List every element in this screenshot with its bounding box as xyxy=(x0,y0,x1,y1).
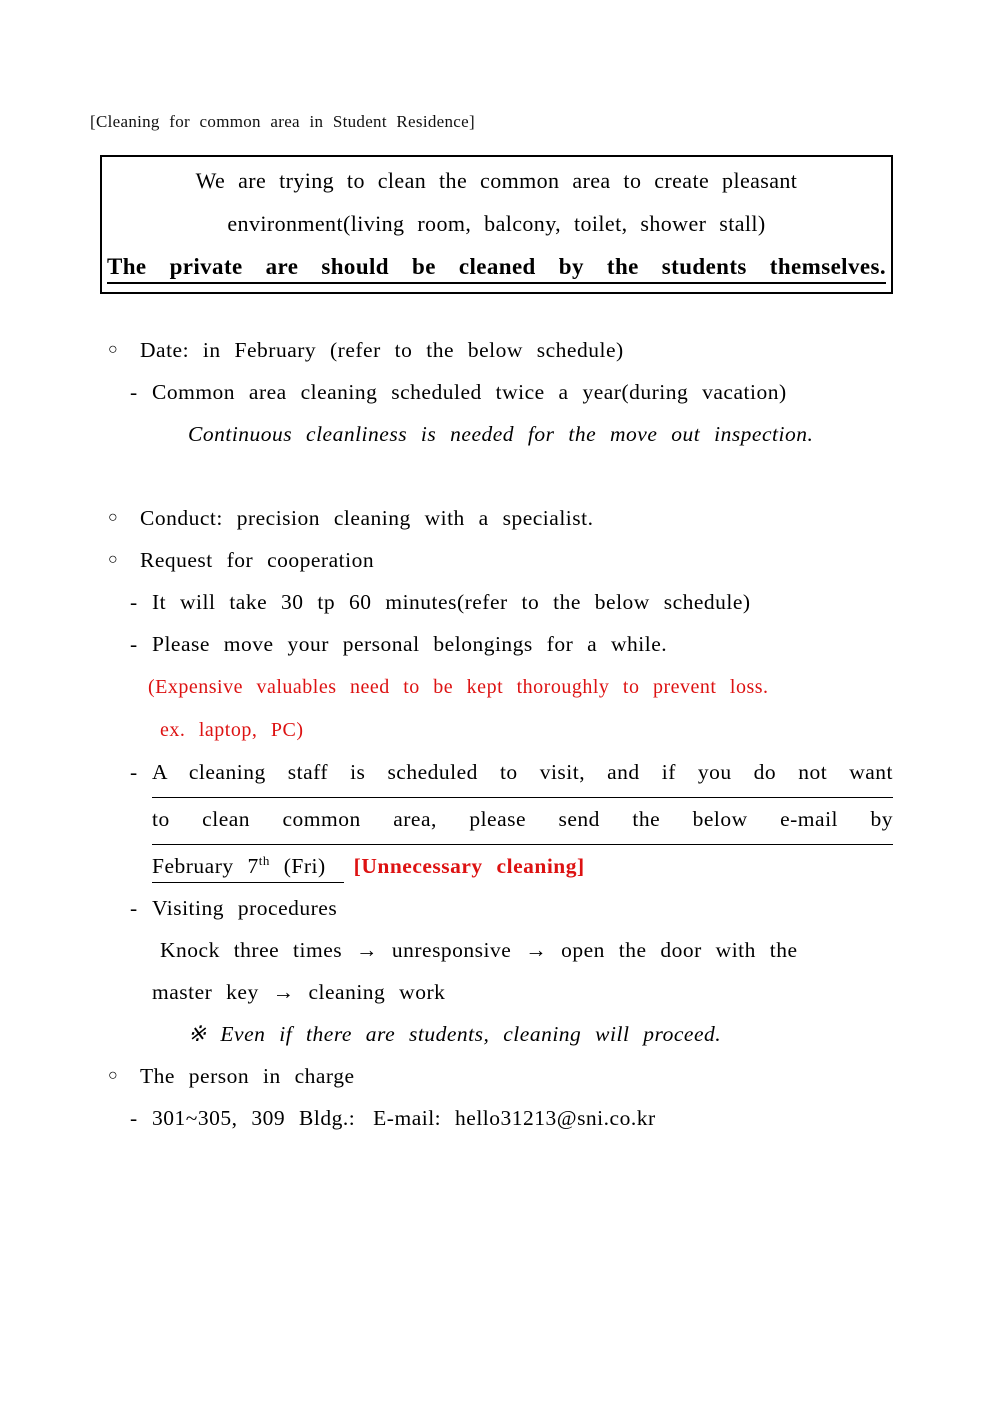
date-note: Continuous cleanliness is needed for the move out inspection. xyxy=(188,422,814,446)
dash-bullet-icon: - xyxy=(130,590,138,614)
circle-bullet-icon: ○ xyxy=(108,509,119,526)
contact-email: E-mail: hello31213@sni.co.kr xyxy=(373,1106,656,1130)
visiting-step-line-2 xyxy=(90,971,893,1013)
staff-text-2: to clean common area, please send the below e-mail by xyxy=(152,798,893,845)
notice-body xyxy=(90,329,893,1139)
date-note-line xyxy=(90,413,893,455)
request-belongings-line xyxy=(90,623,893,665)
person-heading-line xyxy=(90,1055,893,1097)
date-sub-line xyxy=(90,371,893,413)
date-heading-line xyxy=(90,329,893,371)
visiting-heading-line xyxy=(90,887,893,929)
circle-bullet-icon: ○ xyxy=(108,551,119,568)
dash-bullet-icon: - xyxy=(130,760,138,784)
visiting-step-line-1 xyxy=(90,929,893,971)
staff-date-ordinal: th xyxy=(258,852,270,868)
notice-line-2: environment(living room, balcony, toilet, shower stall) xyxy=(227,211,766,236)
staff-line-3 xyxy=(90,845,893,887)
dash-bullet-icon: - xyxy=(130,1106,138,1130)
contact-building: 301~305, 309 Bldg.: xyxy=(152,1106,356,1130)
warning-text-1: (Expensive valuables need to be kept thoroughly to prevent loss. xyxy=(148,676,769,698)
dash-bullet-icon: - xyxy=(130,380,138,404)
visiting-note-line xyxy=(90,1013,893,1055)
unnecessary-cleaning-label: [Unnecessary cleaning] xyxy=(353,854,585,878)
request-duration-line xyxy=(90,581,893,623)
staff-line-1 xyxy=(90,751,893,798)
warning-line-2 xyxy=(90,708,893,751)
person-contact-line xyxy=(90,1097,893,1139)
dash-bullet-icon: - xyxy=(130,896,138,920)
notice-line-1: We are trying to clean the common area to create pleasant xyxy=(195,168,798,193)
notice-line-3 xyxy=(107,245,886,288)
staff-date xyxy=(152,854,344,883)
conduct-heading: Conduct: precision cleaning with a specialist. xyxy=(140,506,594,530)
visiting-step-1: Knock three times → unresponsive → open the door with the xyxy=(160,938,798,962)
person-heading: The person in charge xyxy=(140,1064,355,1088)
notice-line-3-text: The private are should be cleaned by the students themselves. xyxy=(107,254,886,284)
staff-date-prefix: February 7 xyxy=(152,854,259,878)
warning-text-2: ex. laptop, PC) xyxy=(160,719,304,741)
visiting-note: ※ Even if there are students, cleaning will proceed. xyxy=(188,1022,722,1046)
date-heading: Date: in February (refer to the below schedule) xyxy=(140,338,624,362)
warning-line-1 xyxy=(90,665,893,708)
document-title: [Cleaning for common area in Student Residence] xyxy=(90,112,475,131)
visiting-heading: Visiting procedures xyxy=(152,896,338,920)
blank-line xyxy=(90,455,893,497)
request-belongings: Please move your personal belongings for a while. xyxy=(152,632,668,656)
circle-bullet-icon: ○ xyxy=(108,1067,119,1084)
request-heading-line xyxy=(90,539,893,581)
notice-box xyxy=(100,155,893,294)
dash-bullet-icon: - xyxy=(130,632,138,656)
date-sub: Common area cleaning scheduled twice a year(during vacation) xyxy=(152,380,787,404)
conduct-heading-line xyxy=(90,497,893,539)
visiting-step-2: master key → cleaning work xyxy=(152,980,446,1004)
request-heading: Request for cooperation xyxy=(140,548,375,572)
circle-bullet-icon: ○ xyxy=(108,341,119,358)
staff-line-2 xyxy=(90,798,893,845)
staff-text-1: A cleaning staff is scheduled to visit, and if you do not want xyxy=(152,751,893,798)
request-duration: It will take 30 tp 60 minutes(refer to the below schedule) xyxy=(152,590,751,614)
staff-date-suffix: (Fri) xyxy=(269,854,326,878)
